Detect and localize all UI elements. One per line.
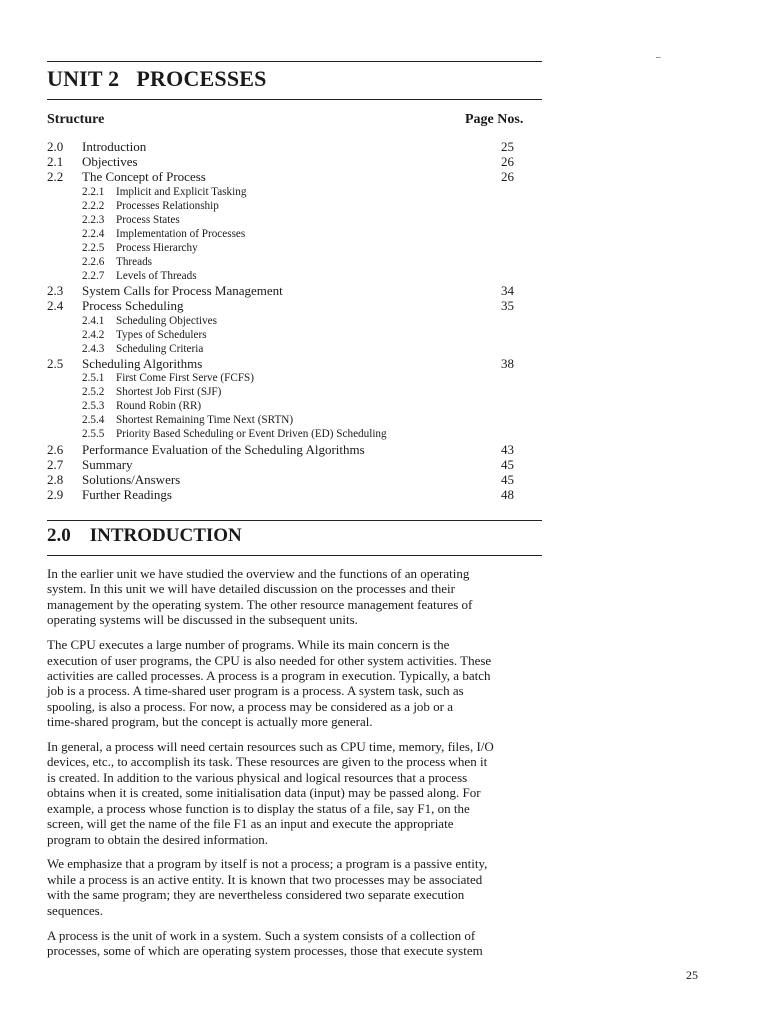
toc-subentry-number: 2.5.2 xyxy=(82,386,105,399)
toc-subentry xyxy=(47,213,527,227)
toc-subentry-title: Round Robin (RR) xyxy=(116,400,202,413)
toc-subentry xyxy=(47,227,527,241)
toc-entry-title: Introduction xyxy=(82,139,147,154)
paragraph-line: activities are called processes. A process is a program in execution. Typically, a batch xyxy=(47,667,491,683)
toc-entry xyxy=(47,472,527,487)
paragraph xyxy=(47,566,547,628)
toc-entry xyxy=(47,283,527,298)
paragraph-line: time-shared program, but the concept is actually more general. xyxy=(47,714,373,730)
toc-entry-number: 2.7 xyxy=(47,456,64,472)
toc-subentry xyxy=(47,185,527,199)
table-of-contents xyxy=(47,139,527,502)
toc-subentry-number: 2.5.3 xyxy=(82,400,105,413)
toc-entry-number: 2.8 xyxy=(47,471,64,487)
unit-title: UNIT 2 PROCESSES xyxy=(47,66,267,91)
paragraph xyxy=(47,637,547,729)
toc-entry xyxy=(47,487,527,502)
toc-subentry xyxy=(47,371,527,385)
paragraph-line: The CPU executes a large number of programs. While its main concern is the xyxy=(47,637,450,653)
section-top-rule xyxy=(47,520,542,521)
toc-subentry-number: 2.2.4 xyxy=(82,227,105,240)
paragraph-line: operating systems will be discussed in the subsequent units. xyxy=(47,612,358,628)
toc-subentry xyxy=(47,413,527,427)
toc-entry xyxy=(47,356,527,371)
toc-entry xyxy=(47,154,527,169)
toc-subentry-title: Processes Relationship xyxy=(116,199,219,212)
paragraph xyxy=(47,739,547,847)
paragraph-line: is created. In addition to the various physical and logical resources that a process xyxy=(47,769,468,785)
toc-subentry-title: First Come First Serve (FCFS) xyxy=(116,372,254,385)
toc-entry-number: 2.2 xyxy=(47,169,64,185)
toc-entry-number: 2.6 xyxy=(47,441,64,457)
section-bottom-rule xyxy=(47,555,542,556)
page-nos-heading: Page Nos. xyxy=(465,112,524,127)
paragraph-line: In the earlier unit we have studied the overview and the functions of an operating xyxy=(47,566,470,581)
toc-subentry-number: 2.2.7 xyxy=(82,270,105,283)
toc-subentry-title: Scheduling Objectives xyxy=(116,314,217,327)
toc-entry-page: 35 xyxy=(501,298,514,314)
corner-mark: – xyxy=(656,52,661,62)
toc-subentry-title: Implicit and Explicit Tasking xyxy=(116,185,247,198)
paragraph-line: spooling, is also a process. For now, a process may be considered as a job or a xyxy=(47,698,454,714)
paragraph xyxy=(47,856,547,918)
toc-entry-number: 2.5 xyxy=(47,355,64,371)
toc-entry-title: Performance Evaluation of the Scheduling Algorithms xyxy=(82,441,365,457)
toc-entry-number: 2.0 xyxy=(47,139,64,154)
paragraph-line: program to obtain the desired information. xyxy=(47,831,268,847)
paragraph-line: processes, some of which are operating system processes, those that execute system xyxy=(47,942,483,958)
toc-subentry-title: Shortest Job First (SJF) xyxy=(116,386,222,399)
paragraph-line: system. In this unit we will have detailed discussion on the processes and their xyxy=(47,581,455,597)
paragraph-line: sequences. xyxy=(47,902,103,918)
toc-subentry xyxy=(47,342,527,356)
paragraph-line: We emphasize that a program by itself is not a process; a program is a passive entity, xyxy=(47,856,488,872)
toc-subentry-title: Priority Based Scheduling or Event Driven (ED) Scheduling xyxy=(116,428,387,441)
toc-entry-title: Solutions/Answers xyxy=(82,471,181,487)
paragraph-line: execution of user programs, the CPU is also needed for other system activities. These xyxy=(47,652,492,668)
toc-subentry-title: Levels of Threads xyxy=(116,270,197,283)
paragraph-line: management by the operating system. The other resource management features of xyxy=(47,596,473,612)
toc-entry-page: 26 xyxy=(501,154,514,170)
toc-entry-title: The Concept of Process xyxy=(82,169,206,185)
toc-entry-page: 26 xyxy=(501,169,514,185)
title-underline xyxy=(47,99,542,100)
paragraph-line: devices, etc., to accomplish its task. These resources are given to the process when it xyxy=(47,754,488,770)
toc-subentry-title: Types of Schedulers xyxy=(116,328,207,341)
toc-entry-number: 2.3 xyxy=(47,283,64,299)
toc-entry-title: Objectives xyxy=(82,154,138,170)
toc-entry-page: 43 xyxy=(501,441,514,457)
toc-entry-number: 2.9 xyxy=(47,487,64,503)
toc-entry-title: Scheduling Algorithms xyxy=(82,355,203,371)
toc-subentry-number: 2.2.5 xyxy=(82,241,105,254)
paragraph-line: with the same program; they are nevertheless considered two separate execution xyxy=(47,887,465,903)
toc-entry-page: 48 xyxy=(501,487,514,503)
toc-subentry-number: 2.4.3 xyxy=(82,342,105,355)
toc-subentry xyxy=(47,255,527,269)
toc-subentry-title: Threads xyxy=(116,256,153,269)
toc-subentry xyxy=(47,328,527,342)
toc-subentry-number: 2.2.1 xyxy=(82,185,105,198)
toc-entry-number: 2.1 xyxy=(47,154,64,170)
toc-subentry-number: 2.2.2 xyxy=(82,199,105,212)
toc-entry-title: System Calls for Process Management xyxy=(82,283,283,299)
toc-subentry xyxy=(47,385,527,399)
toc-subentry-number: 2.2.3 xyxy=(82,213,105,226)
page-number: 25 xyxy=(686,968,698,982)
toc-entry-page: 45 xyxy=(501,471,514,487)
toc-subentry-number: 2.5.5 xyxy=(82,428,105,441)
toc-subentry-title: Shortest Remaining Time Next (SRTN) xyxy=(116,414,294,427)
top-rule xyxy=(47,61,542,62)
toc-subentry-title: Implementation of Processes xyxy=(116,227,246,240)
paragraph-line: obtains when it is created, some initialisation data (input) may be passed along. For xyxy=(47,785,481,801)
toc-subentry xyxy=(47,269,527,283)
toc-subentry-number: 2.5.1 xyxy=(82,372,105,385)
paragraph-line: example, a process whose function is to display the status of a file, say F1, on the xyxy=(47,800,470,816)
toc-entry-title: Summary xyxy=(82,456,133,472)
toc-entry-page: 25 xyxy=(501,139,514,154)
toc-entry-page: 34 xyxy=(501,283,514,299)
structure-heading: Structure xyxy=(47,112,105,127)
toc-entry xyxy=(47,139,527,154)
paragraph-line: job is a process. A time-shared user program is a process. A system task, such as xyxy=(47,683,464,699)
toc-entry-title: Process Scheduling xyxy=(82,298,184,314)
toc-subentry xyxy=(47,399,527,413)
toc-subentry-title: Scheduling Criteria xyxy=(116,342,204,355)
toc-subentry-number: 2.2.6 xyxy=(82,256,105,269)
toc-entry-page: 45 xyxy=(501,456,514,472)
paragraph-line: screen, will get the name of the file F1 as an input and execute the appropriate xyxy=(47,816,454,832)
paragraph-line: In general, a process will need certain resources such as CPU time, memory, files, I/O xyxy=(47,739,494,755)
toc-subentry-number: 2.4.1 xyxy=(82,314,105,327)
toc-subentry xyxy=(47,241,527,255)
toc-subentry-title: Process States xyxy=(116,213,180,226)
toc-subentry-title: Process Hierarchy xyxy=(116,241,198,254)
toc-entry xyxy=(47,298,527,313)
paragraph-line: A process is the unit of work in a system. Such a system consists of a collection of xyxy=(47,927,476,943)
toc-entry-title: Further Readings xyxy=(82,487,172,503)
toc-entry-number: 2.4 xyxy=(47,298,64,314)
toc-subentry xyxy=(47,314,527,328)
paragraph-line: while a process is an active entity. It is known that two processes may be associated xyxy=(47,871,483,887)
paragraph xyxy=(47,928,547,959)
section-title: 2.0 INTRODUCTION xyxy=(47,525,242,546)
toc-entry xyxy=(47,442,527,457)
toc-subentry xyxy=(47,199,527,213)
toc-subentry-number: 2.5.4 xyxy=(82,414,105,427)
toc-entry xyxy=(47,457,527,472)
toc-subentry-number: 2.4.2 xyxy=(82,328,105,341)
toc-entry xyxy=(47,169,527,184)
toc-subentry xyxy=(47,427,527,441)
toc-entry-page: 38 xyxy=(501,355,514,371)
introduction-body xyxy=(47,566,547,968)
